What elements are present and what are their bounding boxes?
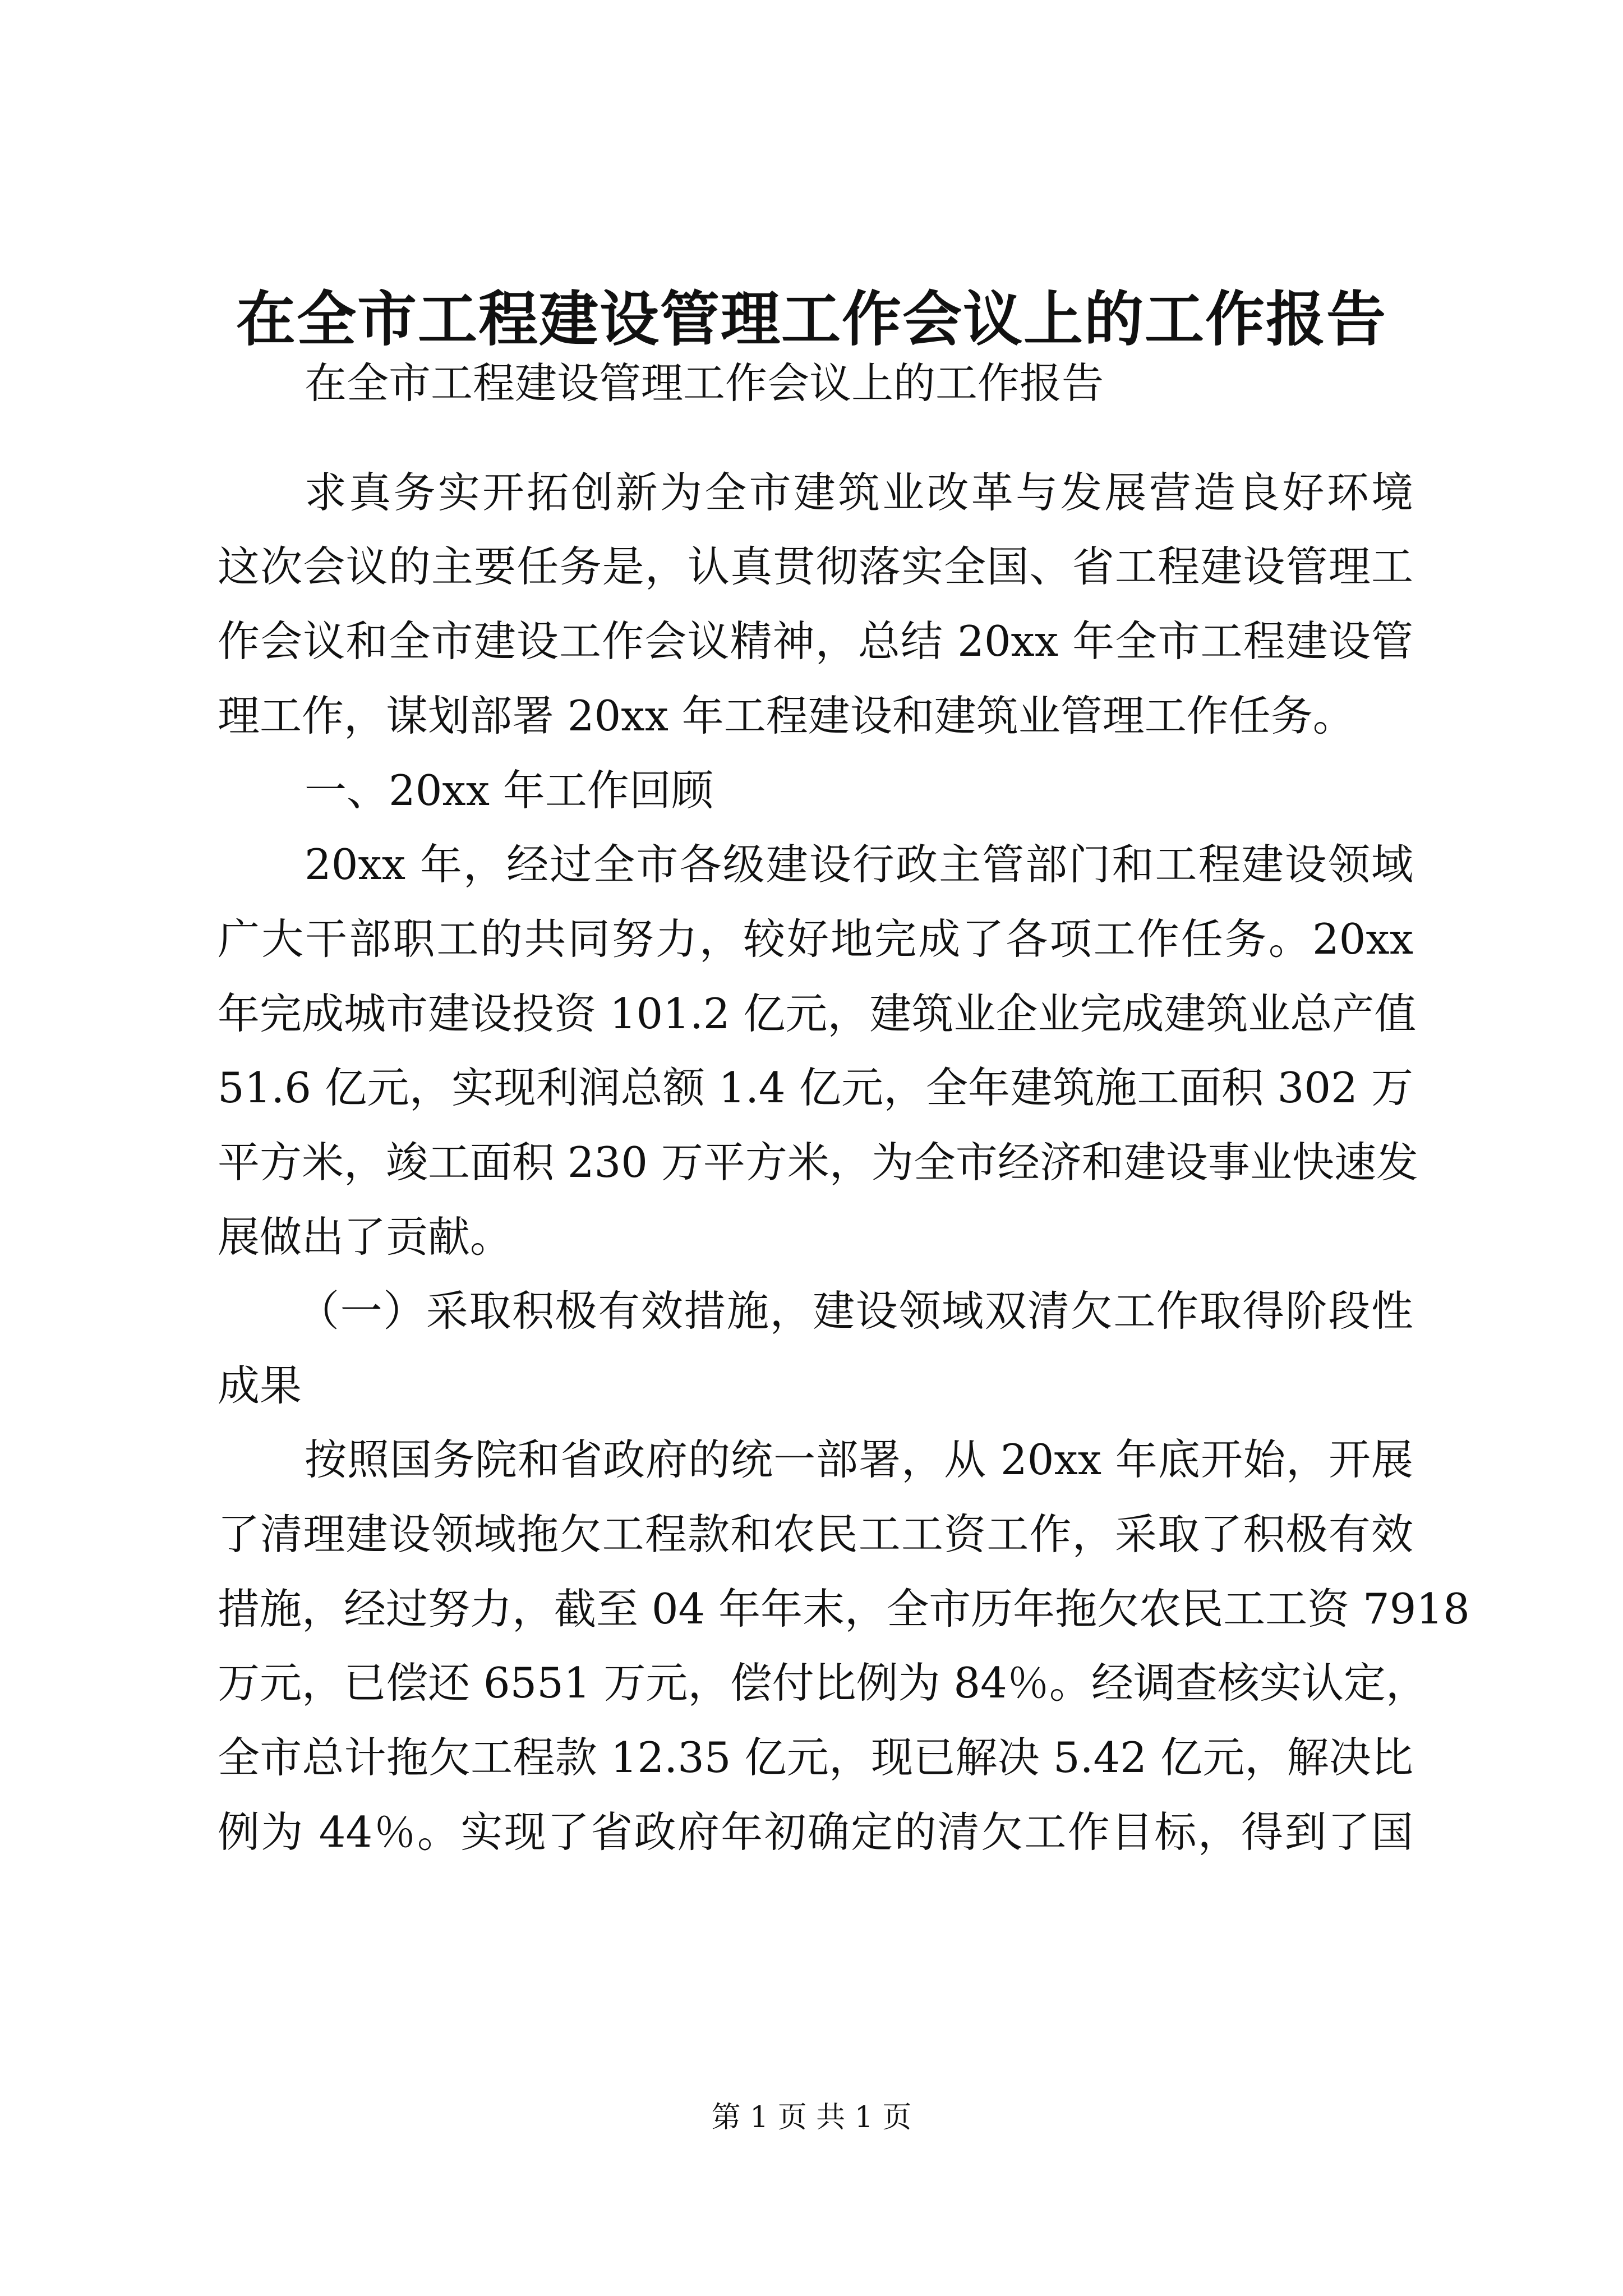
paragraph-line: 平方米，竣工面积 230 万平方米，为全市经济和建设事业快速发 bbox=[218, 1138, 1418, 1187]
paragraph-line: 措施，经过努力，截至 04 年年末，全市历年拖欠农民工工资 7918 bbox=[218, 1584, 1470, 1634]
subsection-heading: （一）采取积极有效措施，建设领域双清欠工作取得阶段性 bbox=[297, 1286, 1413, 1336]
paragraph-line: 年完成城市建设投资 101.2 亿元，建筑业企业完成建筑业总产值 bbox=[218, 989, 1417, 1038]
paragraph-line: 理工作，谋划部署 20xx 年工程建设和建筑业管理工作任务。 bbox=[218, 691, 1355, 740]
paragraph-line: 万元，已偿还 6551 万元，偿付比例为 84％。经调查核实认定， bbox=[218, 1658, 1428, 1708]
page-footer: 第 1 页 共 1 页 bbox=[711, 2101, 912, 2134]
section-heading: 求真务实开拓创新为全市建筑业改革与发展营造良好环境 bbox=[305, 468, 1413, 517]
paragraph-line: 全市总计拖欠工程款 12.35 亿元，现已解决 5.42 亿元，解决比 bbox=[218, 1733, 1413, 1782]
paragraph-line: 展做出了贡献。 bbox=[218, 1212, 513, 1262]
paragraph-line: 广大干部职工的共同努力，较好地完成了各项工作任务。20xx bbox=[218, 914, 1413, 964]
paragraph-line: 这次会议的主要任务是，认真贯彻落实全国、省工程建设管理工 bbox=[218, 542, 1413, 591]
paragraph-line: 例为 44％。实现了省政府年初确定的清欠工作目标，得到了国 bbox=[218, 1807, 1413, 1857]
paragraph-line: 作会议和全市建设工作会议精神，总结 20xx 年全市工程建设管 bbox=[218, 616, 1413, 666]
paragraph-line: 按照国务院和省政府的统一部署，从 20xx 年底开始，开展 bbox=[305, 1435, 1413, 1484]
document-subtitle: 在全市工程建设管理工作会议上的工作报告 bbox=[305, 358, 1104, 408]
document-title: 在全市工程建设管理工作会议上的工作报告 bbox=[236, 285, 1387, 354]
paragraph-line: 20xx 年，经过全市各级建设行政主管部门和工程建设领域 bbox=[305, 840, 1413, 889]
subsection-heading: 成果 bbox=[218, 1361, 302, 1410]
section-heading: 一、20xx 年工作回顾 bbox=[305, 766, 713, 815]
paragraph-line: 了清理建设领域拖欠工程款和农民工工资工作，采取了积极有效 bbox=[218, 1510, 1413, 1559]
paragraph-line: 51.6 亿元，实现利润总额 1.4 亿元，全年建筑施工面积 302 万 bbox=[218, 1063, 1413, 1112]
